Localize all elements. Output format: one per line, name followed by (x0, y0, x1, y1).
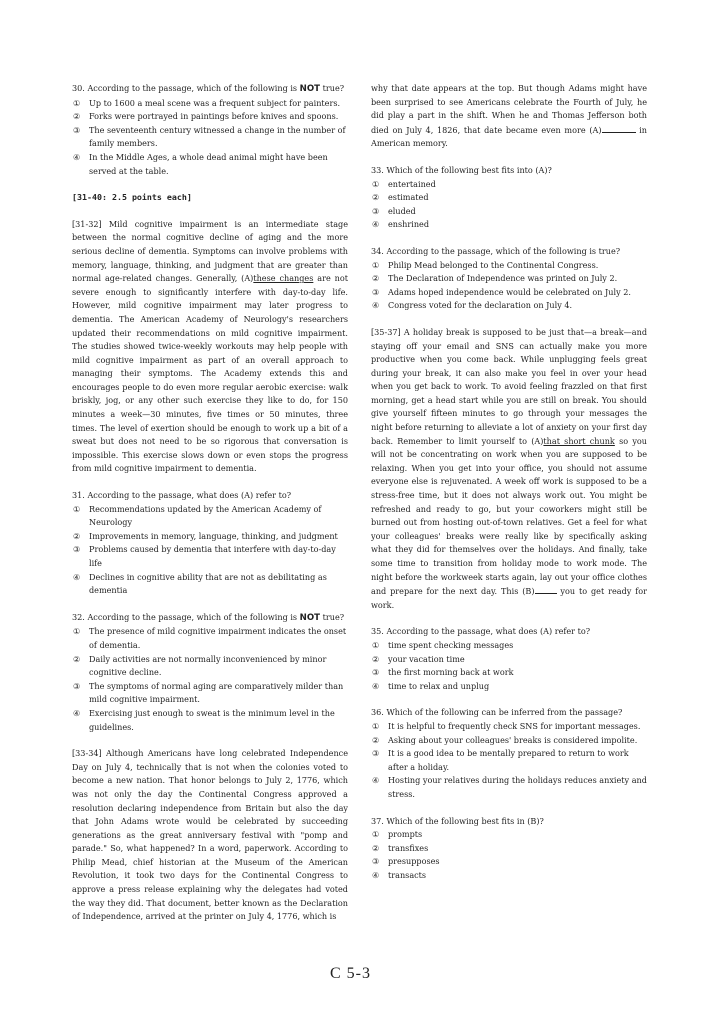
question-35 (371, 625, 647, 693)
option-2[interactable]: ② Asking about your colleagues' breaks is considered impolite. (372, 734, 638, 745)
question-stem: 30. According to the passage, which of the following is NOT true? (72, 83, 345, 94)
option-4[interactable]: ④ Declines in cognitive ability that are not as debilitating as dementia (73, 571, 327, 596)
option-1[interactable]: ① The presence of mild cognitive impairment indicates the onset of dementia. (73, 626, 347, 650)
option-2[interactable]: ② transfixes (372, 842, 429, 853)
option-1[interactable]: ① entertained (372, 178, 436, 189)
option-3[interactable]: ③ Problems caused by dementia that interfere with day-to-day life (73, 544, 336, 568)
option-4[interactable]: ④ time to relax and unplug (372, 680, 490, 691)
passage-35-37: [35-37] A holiday break is supposed to be just that—a break—and staying off your email and SNS can actually make you more productive when you come back. While unplugging feels great during your break, it can also make you feel in over your head when you get back to work. To avoid feeling frazzled on that first morning, get a head start while you are still on break. You should give yourself fifteen minutes to go through your messages the night before returning to alleviate a lot of anxiety on your first day back. Remember to limit yourself to (A)that short chunk so you will not be concentrating on work when you are supposed to be relaxing. When you get into your office, you should not assume everyone else is rejuvenated. A week off work is supposed to be a stress-free time, but it does not always work out. You might be refreshed and ready to go, but your coworkers might still be burned out from hosting out-of-town relatives. Get a feel for what your colleagues' breaks were really like by specifically asking what they did for themselves over the holidays. And finally, take some time to transition from holiday mode to work mode. The night before the workweek starts again, lay out your office clothes and prepare for the next day. This (B) you to get ready for work. (371, 326, 647, 610)
option-4[interactable]: ④ Hosting your relatives during the holidays reduces anxiety and stress. (372, 775, 647, 799)
question-stem: 33. Which of the following best fits into (A)? (371, 164, 552, 175)
question-32 (72, 611, 348, 734)
passage-33-34-part2: why that date appears at the top. But though Adams might have been surprised to see Americans celebrate the Fourth of July, he did play a part in the shift. When he and Thomas Jefferson both died on July 4, 1826, that date became even more (A) in American memory. (371, 83, 648, 149)
option-2[interactable]: ② Forks were portrayed in paintings before knives and spoons. (73, 111, 339, 122)
question-34 (371, 245, 647, 313)
blank-b (535, 584, 557, 594)
option-2[interactable]: ② estimated (372, 192, 429, 203)
option-1[interactable]: ① Up to 1600 a meal scene was a frequent subject for painters. (73, 97, 341, 108)
option-4[interactable]: ④ Exercising just enough to sweat is the minimum level in the guidelines. (73, 707, 335, 732)
option-4[interactable]: ④ transacts (372, 869, 427, 880)
option-2[interactable]: ② your vacation time (372, 653, 465, 664)
question-37 (371, 815, 647, 883)
option-1[interactable]: ① Recommendations updated by the American Academy of Neurology (73, 503, 322, 528)
option-3[interactable]: ③ the first morning back at work (372, 667, 514, 678)
page-number: C 5-3 (330, 965, 371, 982)
option-3[interactable]: ③ presupposes (372, 856, 440, 867)
option-3[interactable]: ③ The symptoms of normal aging are comparatively milder than mild cognitive impairment. (73, 680, 344, 705)
option-1[interactable]: ① Philip Mead belonged to the Continental Congress. (372, 259, 599, 270)
passage-31-32: [31-32] Mild cognitive impairment is an intermediate stage between the normal cognitive decline of aging and the more serious decline of dementia. Symptoms can involve problems with memory, language, thinking, and judgment that are greater than normal age-related changes. Generally, (A)these changes are not severe enough to significantly interfere with day-to-day life. However, mild cognitive impairment may later progress to dementia. The American Academy of Neurology's researchers updated their recommendations on mild cognitive impairment. The studies showed twice-weekly workouts may help people with mild cognitive impairment as part of an overall approach to managing their symptoms. The Academy extends this and encourages people to do even more regular aerobic exercise: walk briskly, jog, or any other such exercise they like to do, for 150 minutes a week—30 minutes, five times or 50 minutes, three times. The level of exertion should be enough to work up a bit of a sweat but does not need to be so rigorous that conversation is impossible. This exercise slows down or even stops the progress from mild cognitive impairment to dementia. (72, 218, 348, 474)
question-30 (72, 82, 348, 178)
option-1[interactable]: ① prompts (372, 829, 423, 840)
option-3[interactable]: ③ eluded (372, 205, 416, 216)
question-36 (371, 706, 647, 801)
option-1[interactable]: ① time spent checking messages (372, 639, 514, 650)
option-4[interactable]: ④ In the Middle Ages, a whole dead animal might have been served at the table. (73, 151, 328, 176)
option-1[interactable]: ① It is helpful to frequently check SNS for important messages. (372, 720, 641, 731)
question-stem: 32. According to the passage, which of the following is NOT true? (72, 611, 345, 623)
option-4[interactable]: ④ enshrined (372, 219, 430, 230)
left-column (72, 82, 348, 924)
question-stem: 36. Which of the following can be inferred from the passage? (371, 707, 623, 718)
option-3[interactable]: ③ Adams hoped independence would be celebrated on July 2. (372, 286, 631, 297)
option-2[interactable]: ② Improvements in memory, language, thinking, and judgment (73, 530, 338, 541)
question-31 (72, 489, 348, 598)
option-2[interactable]: ② The Declaration of Independence was printed on July 2. (372, 273, 618, 284)
option-3[interactable]: ③ The seventeenth century witnessed a change in the number of family members. (73, 124, 346, 149)
question-33 (371, 164, 647, 232)
right-column (371, 82, 647, 882)
passage-33-34-part1: [33-34] Although Americans have long celebrated Independence Day on July 4, technically that is not when the colonies voted to become a new nation. That honor belongs to July 2, 1776, which was not only the day the Continental Congress approved a resolution declaring independence from Britain but also the day that John Adams wrote would be celebrated by succeeding generations as the great anniversary festival with "pomp and parade." So, what happened? In a word, paperwork. According to Philip Mead, chief historian at the Museum of the American Revolution, it took two days for the Continental Congress to approve a press release explaining why the delegates had voted the way they did. That document, better known as the Declaration of Independence, arrived at the printer on July 4, 1776, which is (72, 748, 348, 922)
question-stem: 35. According to the passage, what does (A) refer to? (371, 626, 591, 637)
option-4[interactable]: ④ Congress voted for the declaration on July 4. (372, 300, 573, 311)
underlined-phrase: that short chunk (543, 435, 615, 446)
underlined-phrase: these changes (253, 273, 314, 284)
question-stem: 34. According to the passage, which of the following is true? (371, 245, 621, 256)
option-3[interactable]: ③ It is a good idea to be mentally prepared to return to work after a holiday. (372, 748, 629, 772)
option-2[interactable]: ② Daily activities are not normally inconvenienced by minor cognitive decline. (73, 653, 327, 678)
question-stem: 31. According to the passage, what does (A) refer to? (72, 490, 292, 501)
blank-a (602, 123, 636, 133)
section-header: [31-40: 2.5 points each] (72, 192, 192, 203)
question-stem: 37. Which of the following best fits in (B)? (371, 815, 544, 826)
